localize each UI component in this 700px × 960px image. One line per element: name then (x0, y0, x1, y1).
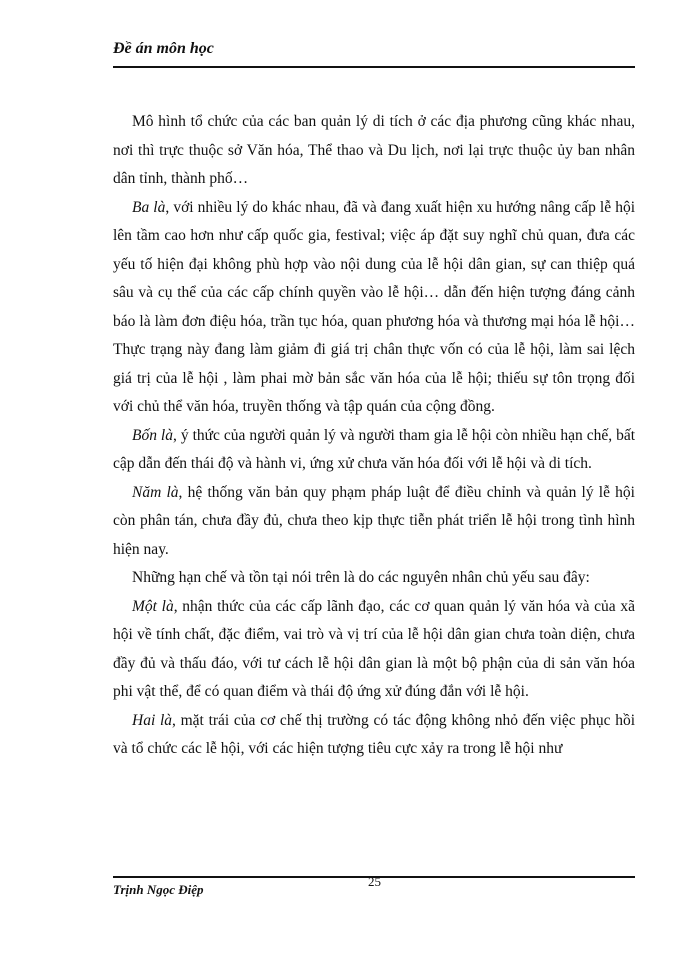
paragraph-text: , hệ thống văn bản quy phạm pháp luật để điều chỉnh và quản lý lễ hội còn phân tán, chưa đầy đủ, chưa theo kịp thực tiễn phát triển lễ hội trong tình hình hiện nay. (113, 483, 635, 558)
paragraph-text: , nhận thức của các cấp lãnh đạo, các cơ quan quản lý văn hóa và của xã hội về tính chất, đặc điểm, vai trò và vị trí của lễ hội dân gian chưa toàn diện, chưa đầy đủ và thấu đáo, với tư cách lễ hội dân gian là một bộ phận của di sản văn hóa phi vật thể, để có quan điểm và thái độ ứng xử đúng đắn với lễ hội. (113, 597, 635, 700)
paragraph-lead: Năm là (132, 483, 179, 501)
paragraph-text: , mặt trái của cơ chế thị trường có tác động không nhỏ đến việc phục hồi và tổ chức các lễ hội, với các hiện tượng tiêu cực xảy ra trong lễ hội như (113, 711, 636, 757)
paragraph-lead: Một là (132, 597, 174, 615)
paragraph-lead: Ba là (132, 198, 166, 216)
paragraph-text: , ý thức của người quản lý và người tham gia lễ hội còn nhiều hạn chế, bất cập dẫn đến thái độ và hành vi, ứng xử chưa văn hóa đối với lễ hội và di tích. (113, 426, 635, 472)
paragraph-mot-la (113, 593, 635, 707)
paragraph-lead: Hai là (132, 711, 173, 729)
paragraph-text: Mô hình tổ chức của các ban quản lý di tích ở các địa phương cũng khác nhau, nơi thì trực thuộc sở Văn hóa, Thể thao và Du lịch, nơi lại trực thuộc ủy ban nhân dân tỉnh, thành phố… (113, 113, 635, 187)
page-number: 25 (368, 874, 381, 889)
page-footer (113, 874, 635, 897)
paragraph-hai-la (113, 707, 635, 764)
paragraph-text: , với nhiều lý do khác nhau, đã và đang xuất hiện xu hướng nâng cấp lễ hội lên tầm cao hơn như cấp quốc gia, festival; việc áp đặt suy nghĩ chủ quan, đưa các yếu tố hiện đại không phù hợp vào nội dung của lễ hội dân gian, sự can thiệp quá sâu và cụ thể của các cấp chính quyền vào lễ hội… dẫn đến hiện tượng đáng cảnh báo là làm đơn điệu hóa, trần tục hóa, quan phương hóa và thương mại hóa lễ hội…Thực trạng này đang làm giảm đi giá trị chân thực vốn có của lễ hội, làm sai lệch giá trị của lễ hội , làm phai mờ bản sắc văn hóa của lễ hội; thiếu sự tôn trọng đối với chủ thể văn hóa, truyền thống và tập quán của cộng đồng. (113, 198, 636, 415)
paragraph-nam-la (113, 479, 635, 565)
paragraph-causes-intro (113, 564, 635, 593)
paragraph-intro (113, 108, 635, 194)
footer-author: Trịnh Ngọc Điệp (113, 882, 204, 897)
body-text (113, 108, 635, 764)
paragraph-lead: Bốn là (132, 426, 173, 444)
page-header (113, 36, 635, 68)
paragraph-bon-la (113, 422, 635, 479)
paragraph-ba-la (113, 194, 635, 422)
header-title: Đề án môn học (113, 40, 214, 57)
paragraph-text: Những hạn chế và tồn tại nói trên là do các nguyên nhân chủ yếu sau đây: (132, 569, 590, 586)
